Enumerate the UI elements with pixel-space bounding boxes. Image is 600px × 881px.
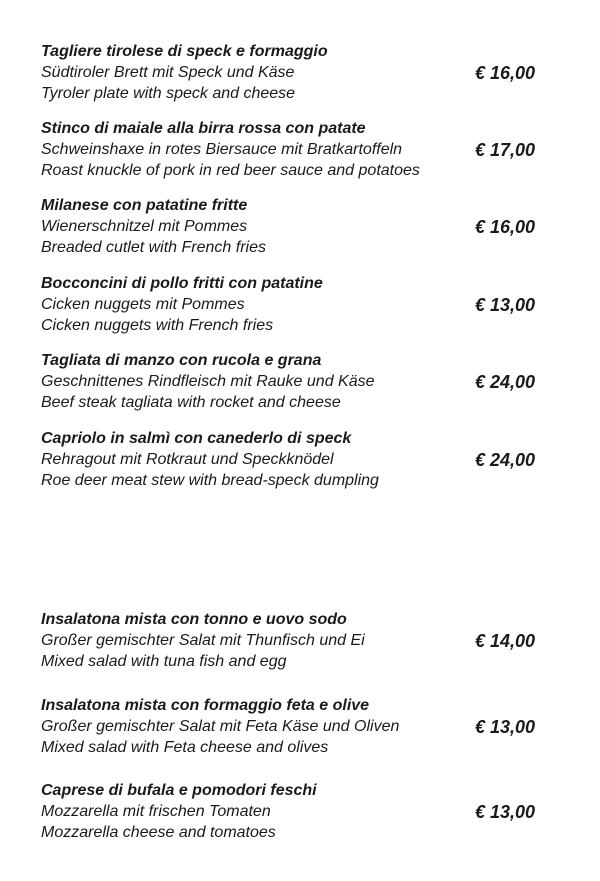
dish-name-italian: Tagliata di manzo con rucola e grana xyxy=(41,352,322,369)
dish-name-german: Rehragout mit Rotkraut und Speckknödel xyxy=(41,451,334,468)
dish-price: € 13,00 xyxy=(475,295,536,315)
menu-item xyxy=(41,780,561,844)
dish-name-english: Roe deer meat stew with bread-speck dumpling xyxy=(41,472,379,489)
menu-item xyxy=(41,428,561,492)
dish-name-german: Großer gemischter Salat mit Feta Käse und Oliven xyxy=(41,718,400,735)
dish-name-italian: Caprese di bufala e pomodori feschi xyxy=(41,782,317,799)
dish-name-english: Mozzarella cheese and tomatoes xyxy=(41,824,276,841)
dish-name-english: Mixed salad with Feta cheese and olives xyxy=(41,739,329,756)
dish-name-german: Geschnittenes Rindfleisch mit Rauke und Käse xyxy=(41,373,375,390)
menu-item xyxy=(41,41,561,105)
dish-name-german: Südtiroler Brett mit Speck und Käse xyxy=(41,64,295,81)
dish-name-german: Wienerschnitzel mit Pommes xyxy=(41,218,248,235)
dish-price: € 17,00 xyxy=(475,140,536,160)
menu-item xyxy=(41,195,561,259)
dish-name-italian: Bocconcini di pollo fritti con patatine xyxy=(41,275,323,292)
dish-name-english: Roast knuckle of pork in red beer sauce and potatoes xyxy=(41,162,420,179)
dish-price: € 13,00 xyxy=(475,717,536,737)
dish-price: € 16,00 xyxy=(475,217,536,237)
menu-item xyxy=(41,350,561,414)
dish-name-english: Breaded cutlet with French fries xyxy=(41,239,266,256)
dish-price: € 24,00 xyxy=(475,372,536,392)
dish-name-italian: Milanese con patatine fritte xyxy=(41,197,248,214)
dish-name-german: Großer gemischter Salat mit Thunfisch und Ei xyxy=(41,632,365,649)
dish-name-german: Schweinshaxe in rotes Biersauce mit Bratkartoffeln xyxy=(41,141,403,158)
dish-name-italian: Insalatona mista con formaggio feta e olive xyxy=(41,697,370,714)
menu-item xyxy=(41,609,561,673)
menu-item xyxy=(41,118,561,182)
menu-item xyxy=(41,695,561,759)
dish-name-italian: Stinco di maiale alla birra rossa con patate xyxy=(41,120,366,137)
dish-name-english: Mixed salad with tuna fish and egg xyxy=(41,653,287,670)
dish-price: € 16,00 xyxy=(475,63,536,83)
dish-name-english: Cicken nuggets with French fries xyxy=(41,317,274,334)
dish-name-german: Mozzarella mit frischen Tomaten xyxy=(41,803,271,820)
menu-item xyxy=(41,273,561,337)
dish-name-italian: Insalatona mista con tonno e uovo sodo xyxy=(41,611,347,628)
dish-price: € 24,00 xyxy=(475,450,536,470)
dish-name-english: Tyroler plate with speck and cheese xyxy=(41,85,296,102)
dish-price: € 13,00 xyxy=(475,802,536,822)
dish-name-italian: Capriolo in salmì con canederlo di speck xyxy=(41,430,352,447)
dish-name-german: Cicken nuggets mit Pommes xyxy=(41,296,245,313)
dish-name-italian: Tagliere tirolese di speck e formaggio xyxy=(41,43,328,60)
dish-price: € 14,00 xyxy=(475,631,536,651)
dish-name-english: Beef steak tagliata with rocket and cheese xyxy=(41,394,341,411)
